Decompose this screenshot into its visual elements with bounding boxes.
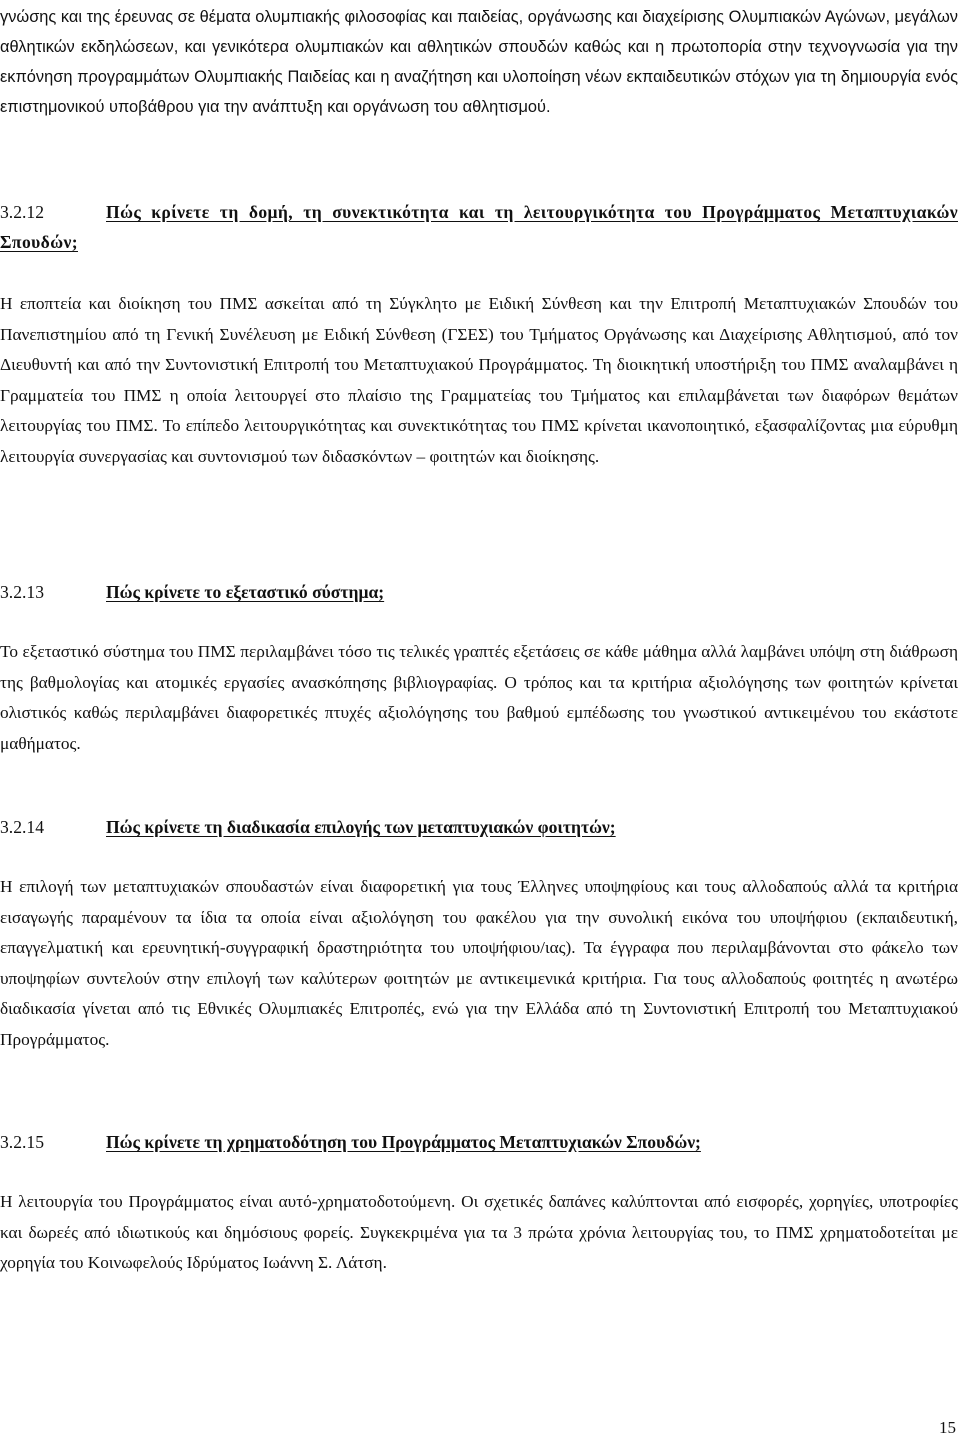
section-heading xyxy=(0,197,958,257)
intro-paragraph: γνώσης και της έρευνας σε θέματα ολυμπιακής φιλοσοφίας και παιδείας, οργάνωσης και διαχείρισης Ολυμπιακών Αγώνων, μεγάλων αθλητικών εκδηλώσεων, και γενικότερα ολυμπιακών και αθλητικών σπουδών καθώς και η πρωτοπορία στην τεχνογνωσία για την εκπόνηση προγραμμάτων Ολυμπιακής Παιδείας και η αναζήτηση και υλοποίηση νέων εκπαιδευτικών στόχων για τη δημιουργία ενός επιστημονικού υποβάθρου για την ανάπτυξη και οργάνωση του αθλητισμού. xyxy=(0,8,958,116)
section-3-2-12 xyxy=(0,197,958,472)
section-number: 3.2.12 xyxy=(0,202,44,222)
section-title: Πώς κρίνετε τη δομή, τη συνεκτικότητα και τη λειτουργικότητα του Προγράμματος Μεταπτυχιακών Σπουδών; xyxy=(0,202,958,252)
page-number: 15 xyxy=(939,1418,956,1437)
section-title: Πώς κρίνετε τη χρηματοδότηση του Προγράμματος Μεταπτυχιακών Σπουδών; xyxy=(106,1132,701,1152)
section-number: 3.2.15 xyxy=(0,1132,44,1152)
section-body: Η λειτουργία του Προγράμματος είναι αυτό-χρηματοδοτούμενη. Οι σχετικές δαπάνες καλύπτονται από εισφορές, χορηγίες, υποτροφίες και δωρεές από ιδιωτικούς και δημόσιους φορείς. Συγκεκριμένα για τα 3 πρώτα χρόνια λειτουργίας του, το ΠΜΣ χρηματοδοτείται με χορηγία του Κοινωφελούς Ιδρύματος Ιωάννη Σ. Λάτση. xyxy=(0,1192,958,1272)
section-3-2-13 xyxy=(0,577,958,759)
section-number: 3.2.14 xyxy=(0,817,44,837)
section-title: Πώς κρίνετε τη διαδικασία επιλογής των μεταπτυχιακών φοιτητών; xyxy=(106,817,616,837)
section-3-2-14 xyxy=(0,812,958,1055)
section-3-2-15 xyxy=(0,1127,958,1279)
section-body: Η επιλογή των μεταπτυχιακών σπουδαστών είναι διαφορετική για τους Έλληνες υποψηφίους και τους αλλοδαπούς αλλά τα κριτήρια εισαγωγής παραμένουν τα ίδια τα οποία είναι αξιολόγηση του φακέλου για την συνολική εικόνα του υποψήφιου (εκπαιδευτική, επαγγελματική και ερευνητική-συγγραφική δραστηριότητα του υποψήφιου/ιας). Τα έγγραφα που περιλαμβάνονται στο φάκελο των υποψηφίων συντελούν στην επιλογή των καλύτερων φοιτητών με αντικειμενικά κριτήρια. Για τους αλλοδαπούς φοιτητές η ανωτέρω διαδικασία γίνεται από τις Εθνικές Ολυμπιακές Επιτροπές, ενώ για την Ελλάδα από τη Συντονιστική Επιτροπή του Μεταπτυχιακού Προγράμματος. xyxy=(0,877,958,1049)
section-title: Πώς κρίνετε το εξεταστικό σύστημα; xyxy=(106,582,385,602)
section-heading xyxy=(0,577,958,607)
section-body: Το εξεταστικό σύστημα του ΠΜΣ περιλαμβάνει τόσο τις τελικές γραπτές εξετάσεις σε κάθε μάθημα αλλά λαμβάνει υπόψη στη διάθρωση της βαθμολογίας και ατομικές εργασίες ανασκόπησης βιβλιογραφίας. Ο τρόπος και τα κριτήρια αξιολόγησης των φοιτητών κρίνεται ολιστικός καθώς περιλαμβάνει διαφορετικές πτυχές αξιολόγησης του βαθμού εμπέδωσης του γνωστικού αντικειμένου του εκάστοτε μαθήματος. xyxy=(0,642,958,753)
section-heading xyxy=(0,812,958,842)
section-number: 3.2.13 xyxy=(0,582,44,602)
section-body: Η εποπτεία και διοίκηση του ΠΜΣ ασκείται από τη Σύγκλητο με Ειδική Σύνθεση και την Επιτροπή Μεταπτυχιακών Σπουδών του Πανεπιστημίου από τη Γενική Συνέλευση με Ειδική Σύνθεση (ΓΣΕΣ) του Τμήματος Οργάνωσης και Διαχείρισης Αθλητισμού, από τον Διευθυντή και από την Συντονιστική Επιτροπή του Μεταπτυχιακού Προγράμματος. Τη διοικητική υποστήριξη του ΠΜΣ αναλαμβάνει η Γραμματεία του ΠΜΣ η οποία λειτουργεί στο πλαίσιο της Γραμματείας του Τμήματος και επιλαμβάνεται των διαφόρων θεμάτων λειτουργίας του ΠΜΣ. Το επίπεδο λειτουργικότητας και συνεκτικότητας του ΠΜΣ κρίνεται ικανοποιητικό, εξασφαλίζοντας μια εύρυθμη λειτουργία συνεργασίας και συντονισμού των διδασκόντων – φοιτητών και διοίκησης. xyxy=(0,294,958,466)
section-heading xyxy=(0,1127,958,1157)
